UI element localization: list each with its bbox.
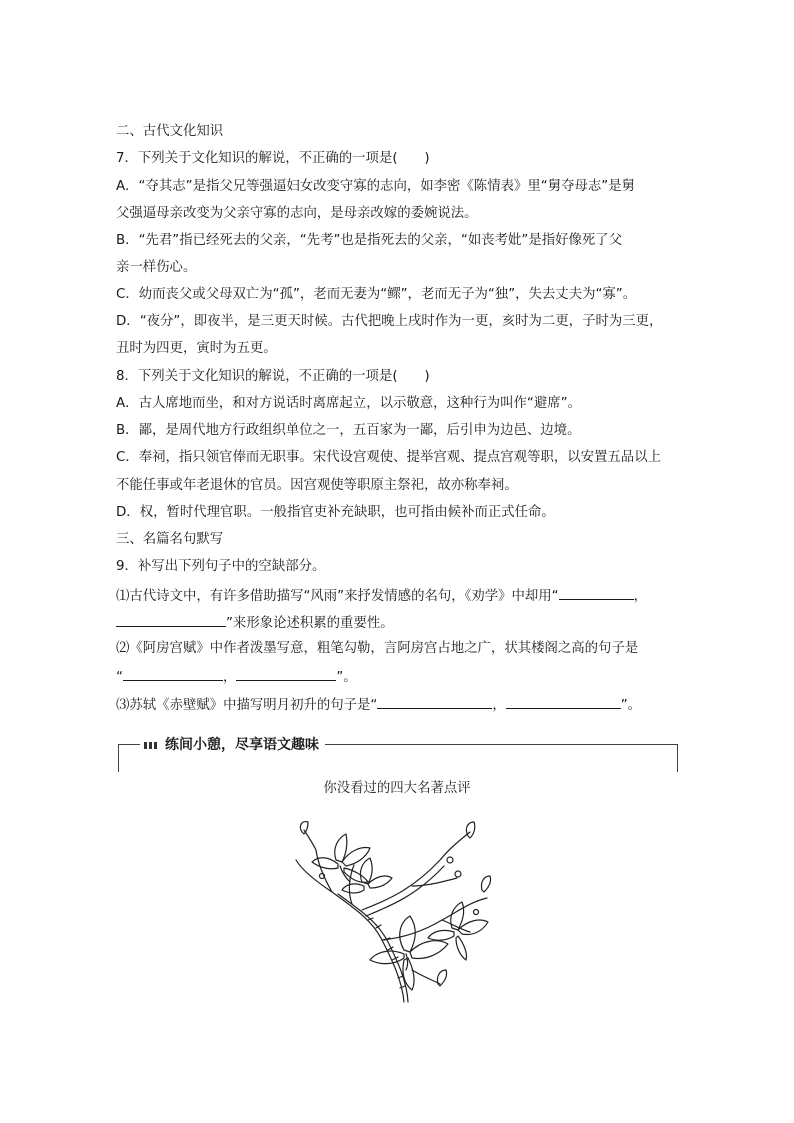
banner-right-rule: [677, 744, 678, 772]
answer-blank[interactable]: [236, 666, 336, 681]
q7-option-a-line1: A．“夺其志”是指父兄等强逼妇女改变守寡的志向，如李密《陈情表》里“舅夺母志”是舅: [116, 179, 635, 194]
magnolia-branch-illustration: [292, 820, 502, 1005]
article-subtitle: 你没看过的四大名著点评: [323, 781, 471, 796]
magnolia-flower: [403, 958, 414, 990]
q7-option-d-line1: D．“夜分”，即夜半，是三更天时候。古代把晚上戌时作为一更，亥时为二更，子时为三更，: [116, 314, 663, 329]
magnolia-flower: [342, 884, 364, 893]
q7-option-b-line2: 亲一样伤心。: [116, 260, 197, 275]
q9-part1-comma: ，: [633, 589, 647, 604]
q7-option-a-line2: 父强逼母亲改变为父亲守寡的志向，是母亲改嫁的委婉说法。: [116, 206, 478, 221]
q8-option-a: A．古人席地而坐，和对方说话时离席起立，以示敬意，这种行为叫作“避席”。: [116, 396, 581, 411]
q7-option-c: C．幼而丧父或父母双亡为“孤”，老而无妻为“鳏”，老而无子为“独”，失去丈夫为“寡”。: [116, 287, 637, 302]
question-7-stem: 7．下列关于文化知识的解说，不正确的一项是( ): [116, 151, 430, 166]
magnolia-flower: [428, 930, 454, 940]
q9-part2-close: ”。: [336, 670, 357, 685]
answer-blank[interactable]: [559, 585, 634, 600]
answer-blank[interactable]: [506, 694, 621, 709]
q7-option-d-line2: 丑时为四更，寅时为五更。: [116, 341, 277, 356]
answer-blank[interactable]: [377, 694, 492, 709]
q7-option-b-line1: B．“先君”指已经死去的父亲，“先考”也是指死去的父亲，“如丧考妣”是指好像死了父: [116, 233, 623, 248]
magnolia-flower: [458, 920, 488, 934]
q9-part2-line1: ⑵《阿房宫赋》中作者泼墨写意，粗笔勾勒，言阿房宫占地之广，状其楼阁之高的句子是: [116, 641, 639, 656]
q9-part1-text: ⑴古代诗文中，有许多借助描写“风雨”来抒发情感的名句，《劝学》中却用“: [116, 589, 559, 604]
q9-part3-close: ”。: [620, 698, 642, 713]
magnolia-bud: [466, 822, 474, 838]
banner-label: [140, 736, 325, 754]
section-title-ancient-culture: 二、古代文化知识: [116, 124, 224, 139]
question-9-stem: 9．补写出下列句子中的空缺部分。: [116, 559, 326, 574]
q8-option-c-line2: 不能任事或年老退休的官员。因宫观使等职原主祭祀，故亦称奉祠。: [116, 478, 518, 493]
q9-part1-line1: [116, 585, 647, 607]
q9-part2-comma: ，: [222, 670, 237, 685]
q9-part3-text: ⑶苏轼《赤壁赋》中描写明月初升的句子是“: [116, 698, 378, 713]
q9-part1-tail: ”来形象论述积累的重要性。: [226, 616, 394, 631]
question-8-stem: 8．下列关于文化知识的解说，不正确的一项是( ): [116, 369, 430, 384]
magnolia-flower: [368, 876, 392, 888]
magnolia-flower: [410, 941, 448, 959]
banner-label-text: 练间小憩，尽享语文趣味: [165, 737, 319, 753]
q9-part3-comma: ，: [492, 698, 506, 713]
q8-option-d: D．权，暂时代理官职。一般指官吏补充缺职，也可指由候补而正式任命。: [116, 505, 555, 520]
section-title-recitation: 三、名篇名句默写: [116, 532, 224, 547]
q9-part2-open-quote: “: [116, 670, 123, 685]
magnolia-bud: [481, 876, 490, 892]
magnolia-flower: [370, 951, 404, 964]
answer-blank[interactable]: [123, 666, 223, 681]
answer-blank[interactable]: [116, 612, 226, 627]
bars-icon: [144, 736, 159, 754]
magnolia-flower: [312, 858, 338, 869]
magnolia-flower: [456, 936, 467, 960]
q8-option-c-line1: C．奉祠，指只领官俸而无职事。宋代设宫观使、提举宫观、提点宫观等职，以安置五品以上: [116, 450, 661, 465]
banner-left-rule: [118, 744, 119, 772]
q9-part3-line: [116, 694, 641, 716]
q8-option-b: B．鄙，是周代地方行政组织单位之一，五百家为一鄙，后引申为边邑、边境。: [116, 423, 581, 438]
q9-part2-line2: [116, 666, 357, 688]
magnolia-bud: [300, 822, 308, 834]
magnolia-flower: [451, 902, 464, 930]
q9-part1-line2: [116, 612, 394, 634]
break-section-banner: [118, 736, 678, 772]
